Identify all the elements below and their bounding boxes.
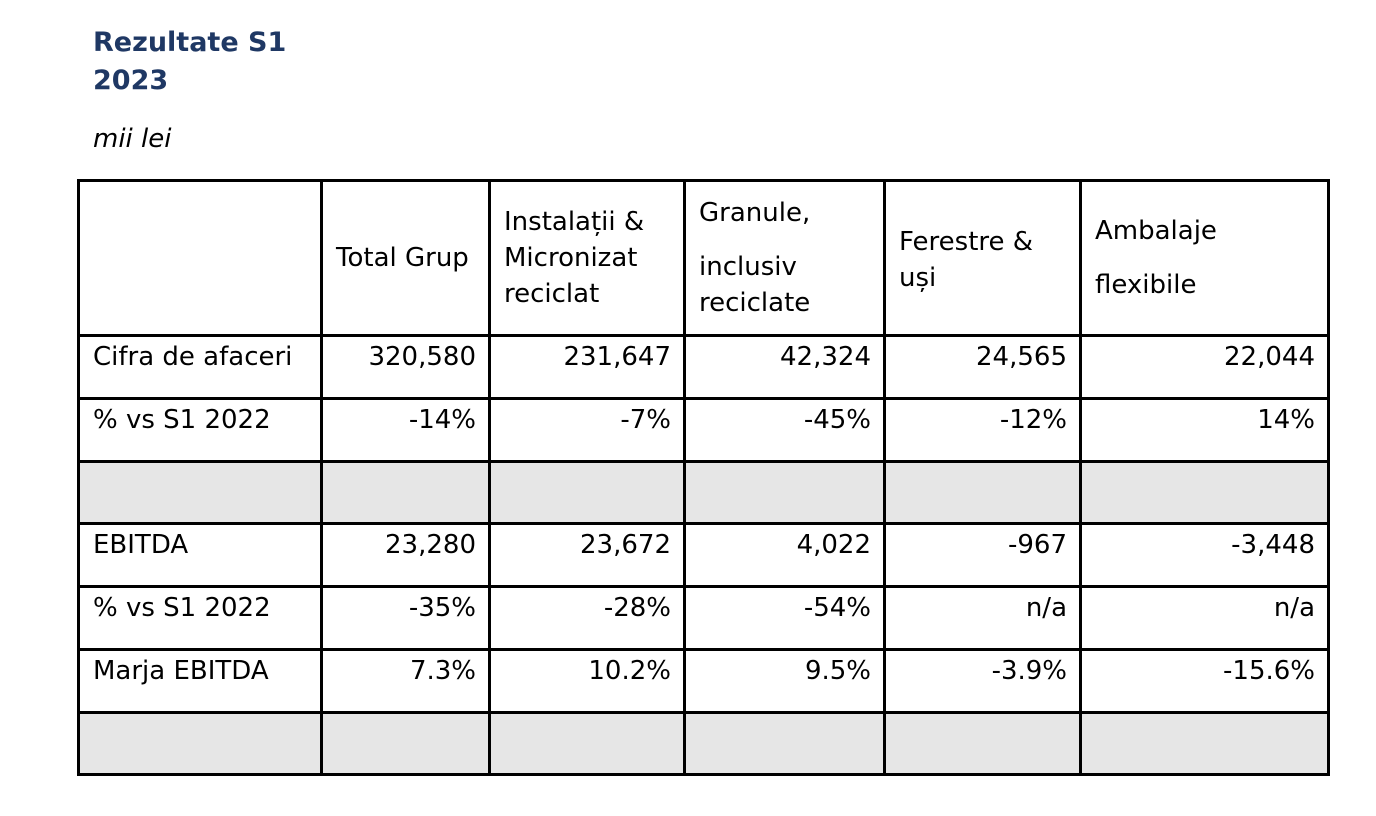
- header-total-grup: Total Grup: [322, 181, 490, 336]
- row-label: Cifra de afaceri: [79, 336, 322, 399]
- cell-value: -12%: [885, 399, 1081, 462]
- table-row: [79, 399, 1329, 462]
- cell-value: 9.5%: [685, 650, 885, 713]
- cell-value: n/a: [1081, 587, 1329, 650]
- cell-value: 22,044: [1081, 336, 1329, 399]
- spacer-cell: [490, 713, 685, 775]
- table-row: [79, 587, 1329, 650]
- header-instalatii: Instalații & Micronizat reciclat: [490, 181, 685, 336]
- cell-value: -28%: [490, 587, 685, 650]
- row-label: EBITDA: [79, 524, 322, 587]
- results-table: [77, 179, 1330, 776]
- row-label: Marja EBITDA: [79, 650, 322, 713]
- cell-value: 14%: [1081, 399, 1329, 462]
- cell-value: -54%: [685, 587, 885, 650]
- cell-value: 42,324: [685, 336, 885, 399]
- cell-value: -3,448: [1081, 524, 1329, 587]
- spacer-cell: [885, 713, 1081, 775]
- spacer-cell: [1081, 713, 1329, 775]
- cell-value: 10.2%: [490, 650, 685, 713]
- cell-value: 24,565: [885, 336, 1081, 399]
- cell-value: 320,580: [322, 336, 490, 399]
- spacer-cell: [685, 462, 885, 524]
- document-title: [93, 24, 393, 100]
- cell-value: 23,280: [322, 524, 490, 587]
- cell-value: -3.9%: [885, 650, 1081, 713]
- table-row: [79, 650, 1329, 713]
- spacer-cell: [79, 713, 322, 775]
- table-row: [79, 336, 1329, 399]
- table-header-row: [79, 181, 1329, 336]
- cell-value: 231,647: [490, 336, 685, 399]
- row-label: % vs S1 2022: [79, 399, 322, 462]
- cell-value: 7.3%: [322, 650, 490, 713]
- cell-value: -14%: [322, 399, 490, 462]
- table-row: [79, 524, 1329, 587]
- header-ambalaje: Ambalaje flexibile: [1081, 181, 1329, 336]
- cell-value: 23,672: [490, 524, 685, 587]
- spacer-cell: [490, 462, 685, 524]
- table-spacer-row: [79, 713, 1329, 775]
- spacer-cell: [1081, 462, 1329, 524]
- cell-value: -15.6%: [1081, 650, 1329, 713]
- header-granule: Granule, inclusiv reciclate: [685, 181, 885, 336]
- cell-value: -7%: [490, 399, 685, 462]
- unit-label: mii lei: [93, 124, 172, 154]
- cell-value: -967: [885, 524, 1081, 587]
- spacer-cell: [322, 713, 490, 775]
- row-label: % vs S1 2022: [79, 587, 322, 650]
- cell-value: -45%: [685, 399, 885, 462]
- spacer-cell: [885, 462, 1081, 524]
- title-line-2: 2023: [93, 65, 169, 96]
- spacer-cell: [322, 462, 490, 524]
- spacer-cell: [685, 713, 885, 775]
- cell-value: n/a: [885, 587, 1081, 650]
- cell-value: 4,022: [685, 524, 885, 587]
- header-ferestre: Ferestre & uși: [885, 181, 1081, 336]
- header-empty-cell: [79, 181, 322, 336]
- title-line-1: Rezultate S1: [93, 27, 287, 58]
- spacer-cell: [79, 462, 322, 524]
- cell-value: -35%: [322, 587, 490, 650]
- table-spacer-row: [79, 462, 1329, 524]
